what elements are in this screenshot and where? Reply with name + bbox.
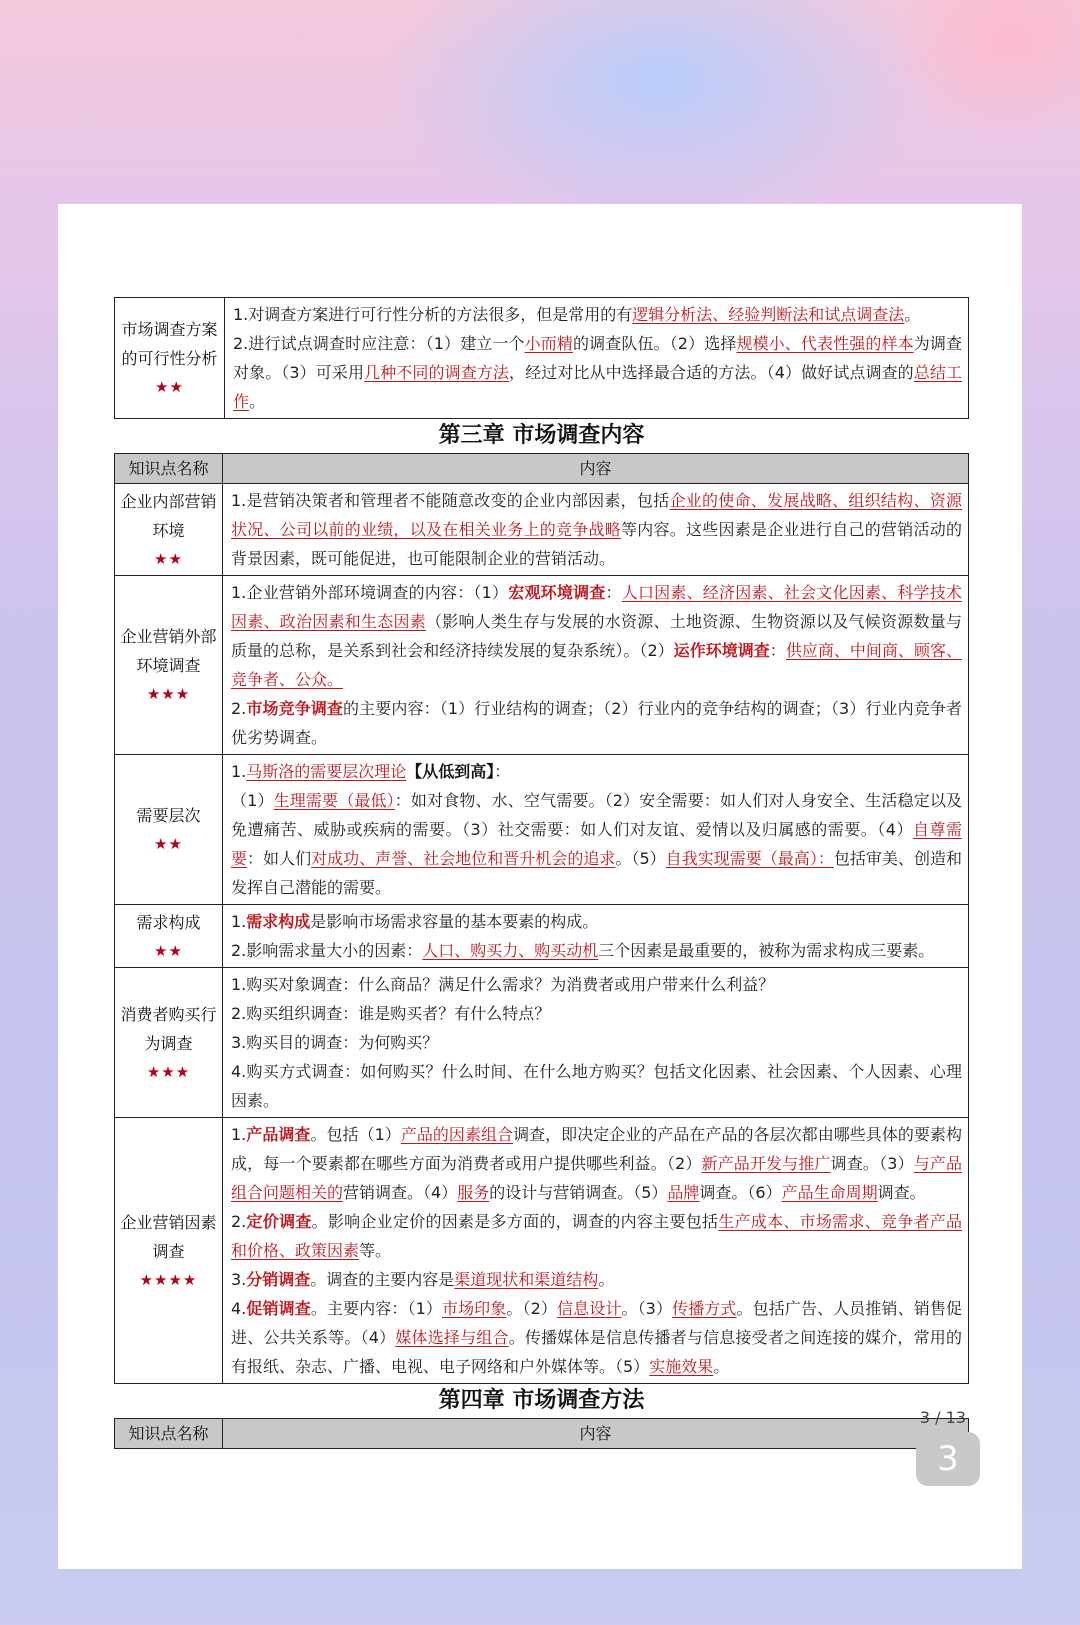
knowledge-point-name — [115, 968, 223, 1118]
table-row — [115, 576, 969, 755]
page-indicator: 3 / 13 — [919, 1408, 966, 1427]
content-text: 。包括广告、人员推销、销售促进、公共关系等。（4） — [231, 1299, 962, 1347]
chapter-title: 第三章 市场调查内容 — [438, 423, 645, 448]
content-text: 为调查对象。（3）可采用 — [233, 334, 962, 382]
table-feasibility — [114, 297, 969, 419]
content-text: 2.影响需求量大小的因素： — [231, 941, 423, 960]
table-row — [115, 1118, 969, 1384]
knowledge-point-content — [223, 576, 969, 755]
content-text: 。传播媒体是信息传播者与信息接受者之间连接的媒介，常用的有报纸、杂志、广播、电视、电子网络和户外媒体等。（5） — [231, 1328, 962, 1376]
content-text: 。（3） — [621, 1299, 673, 1318]
highlight-text: 需求构成 — [246, 912, 311, 931]
content-text: 。 — [249, 392, 266, 411]
chapter-title: 第四章 市场调查方法 — [438, 1388, 645, 1413]
highlight-text: 总结工作 — [233, 363, 962, 411]
content-text: 。（5） — [615, 849, 666, 868]
knowledge-point-label: 需要层次 — [136, 806, 201, 825]
content-text: ： — [769, 641, 786, 660]
highlight-text: 品牌 — [667, 1183, 700, 1202]
knowledge-point-label: 企业营销外部环境调查 — [120, 627, 217, 675]
content-text: 。（2） — [506, 1299, 558, 1318]
content-text: 2.购买组织调查：谁是购买者？有什么特点？ — [231, 1004, 551, 1023]
content-text: 。调查的主要内容是 — [310, 1270, 455, 1289]
knowledge-point-content — [225, 298, 969, 419]
content-text: ： — [494, 762, 511, 781]
highlight-text: 自我实现需要（最高）： — [665, 849, 834, 868]
knowledge-point-name — [115, 755, 223, 905]
highlight-text: 定价调查 — [246, 1212, 312, 1231]
table-chapter4 — [114, 1418, 969, 1449]
highlight-text: 运作环境调查 — [673, 641, 770, 660]
knowledge-point-label: 企业营销因素调查 — [120, 1212, 217, 1261]
highlight-text: 市场竞争调查 — [246, 699, 344, 718]
content-text: 调查。 — [877, 1183, 926, 1202]
table-header-row — [115, 454, 969, 484]
star-rating: ★★★ — [146, 685, 191, 703]
star-rating: ★★ — [154, 941, 183, 960]
content-text: 2. — [231, 699, 247, 718]
star-rating: ★★★★ — [139, 1270, 198, 1289]
knowledge-point-name — [115, 484, 223, 576]
highlight-text: 渠道现状和渠道结构 — [454, 1270, 599, 1289]
content-text: 1. — [231, 912, 247, 931]
highlight-text: 生理需要（最低） — [273, 791, 395, 810]
knowledge-point-content — [223, 968, 969, 1118]
content-text: 包括审美、创造和发挥自己潜能的需要。 — [231, 849, 962, 897]
content-text: 等内容。这些因素是企业进行自己的营销活动的背景因素，既可能促进，也可能限制企业的营销活动。 — [231, 520, 962, 568]
content-text: 1. — [231, 1125, 247, 1144]
knowledge-point-label: 需求构成 — [136, 912, 201, 932]
content-text: 。 — [598, 1270, 615, 1289]
star-rating: ★★ — [154, 835, 183, 853]
highlight-text: 产品调查 — [246, 1125, 311, 1144]
content-text: 的调查队伍。（2）选择 — [573, 334, 737, 353]
knowledge-point-content — [223, 755, 969, 905]
table-chapter3 — [114, 453, 969, 1384]
content-text: 调查。（3） — [830, 1154, 914, 1173]
content-text: （1） — [231, 791, 274, 810]
highlight-text: 对成功、声誉、社会地位和晋升机会的追求 — [311, 849, 616, 868]
column-header-name: 知识点名称 — [115, 454, 223, 484]
table-row — [115, 298, 969, 419]
content-text: 1.购买对象调查：什么商品？满足什么需求？为消费者或用户带来什么利益？ — [231, 975, 775, 994]
knowledge-point-label: 消费者购买行为调查 — [120, 1004, 217, 1053]
content-text: 的主要内容：（1）行业结构的调查；（2）行业内的竞争结构的调查；（3）行业内竞争者优劣势调查。 — [231, 699, 962, 747]
star-rating: ★★ — [154, 549, 183, 568]
highlight-text: 逻辑分析法、经验判断法和试点调查法 — [632, 305, 905, 324]
highlight-text: 小而精 — [524, 334, 573, 353]
document-content — [114, 297, 969, 1449]
content-text: 1.是营销决策者和管理者不能随意改变的企业内部因素，包括 — [231, 491, 670, 510]
table-header-row — [115, 1419, 969, 1449]
highlight-text: 【从低到高】 — [406, 762, 495, 781]
column-header-name: 知识点名称 — [115, 1419, 223, 1449]
page-number-badge: 3 — [916, 1432, 980, 1486]
content-text: 的设计与营销调查。（5） — [489, 1183, 668, 1202]
content-text: 。包括（1） — [310, 1125, 401, 1144]
content-text: （影响人类生存与发展的水资源、土地资源、生物资源以及气候资源数量与质量的总称，是关系到社会和经济持续发展的复杂系统）。（2） — [231, 612, 962, 660]
content-text: 三个因素是最重要的，被称为需求构成三要素。 — [598, 941, 935, 960]
content-text: 调查。（6） — [699, 1183, 782, 1202]
knowledge-point-label: 市场调查方案的可行性分析 — [121, 320, 218, 368]
highlight-text: 产品的因素组合 — [400, 1125, 514, 1144]
content-text: 等。 — [359, 1241, 392, 1260]
highlight-text: 传播方式 — [672, 1299, 737, 1318]
highlight-text: 新产品开发与推广 — [701, 1154, 831, 1173]
highlight-text: 市场印象 — [441, 1299, 507, 1318]
content-text: 营销调查。（4） — [343, 1183, 458, 1202]
knowledge-point-name — [115, 1118, 223, 1384]
table-row — [115, 484, 969, 576]
knowledge-point-content — [223, 484, 969, 576]
highlight-text: 生产成本、市场需求、竞争者产品和价格、政策因素 — [231, 1212, 962, 1260]
content-text: ，经过对比从中选择最合适的方法。（4）做好试点调查的 — [509, 363, 914, 382]
highlight-text: 马斯洛的需要层次理论 — [246, 762, 407, 781]
highlight-text: 产品生命周期 — [781, 1183, 878, 1202]
highlight-text: 自尊需要 — [231, 820, 962, 868]
knowledge-point-name — [115, 576, 223, 755]
highlight-text: 服务 — [457, 1183, 490, 1202]
content-text: 1.对调查方案进行可行性分析的方法很多，但是常用的有 — [233, 305, 633, 324]
content-text: 3. — [231, 1270, 247, 1289]
content-text: 。影响企业定价的因素是多方面的，调查的内容主要包括 — [311, 1212, 719, 1231]
content-text: 3.购买目的调查：为何购买？ — [231, 1033, 439, 1052]
content-text: 2. — [231, 1212, 247, 1231]
highlight-text: 宏观环境调查 — [508, 583, 606, 602]
content-text: 1. — [231, 762, 247, 781]
knowledge-point-content — [223, 1118, 969, 1384]
highlight-text: 促销调查 — [246, 1299, 311, 1318]
content-text: 1.企业营销外部环境调查的内容：（1） — [231, 583, 509, 602]
content-text: 4.购买方式调查：如何购买？什么时间、在什么地方购买？包括文化因素、社会因素、个人因素、心理因素。 — [231, 1062, 962, 1110]
highlight-text: 企业的使命、发展战略、组织结构、资源状况、公司以前的业绩，以及在相关业务上的竞争战略 — [231, 491, 962, 539]
table-row — [115, 755, 969, 905]
highlight-text: 信息设计 — [557, 1299, 622, 1318]
highlight-text: 媒体选择与组合 — [395, 1328, 509, 1347]
content-text: ：如对食物、水、空气需要。（2）安全需要：如人们对人身安全、生活稳定以及免遭痛苦、威胁或疾病的需要。（3）社交需要：如人们对友谊、爱情以及归属感的需要。（4） — [231, 791, 962, 839]
content-text: 是影响市场需求容量的基本要素的构成。 — [310, 912, 599, 931]
highlight-text: 实施效果 — [649, 1357, 714, 1376]
highlight-text: 供应商、中间商、顾客、竞争者、公众。 — [231, 641, 962, 689]
content-text: 4. — [231, 1299, 247, 1318]
highlight-text: 人口因素、经济因素、社会文化因素、科学技术因素、政治因素和生态因素 — [231, 583, 962, 631]
content-text: 。 — [713, 1357, 730, 1376]
content-text: 。主要内容：（1） — [310, 1299, 442, 1318]
star-rating: ★★★ — [146, 1062, 191, 1081]
content-text: ： — [605, 583, 622, 602]
highlight-text: 人口、购买力、购买动机 — [422, 941, 599, 960]
content-text: 。 — [904, 305, 921, 324]
highlight-text: 分销调查 — [246, 1270, 311, 1289]
highlight-text: 与产品组合问题相关的 — [231, 1154, 962, 1202]
knowledge-point-label: 企业内部营销环境 — [120, 491, 217, 540]
document-page — [58, 204, 1022, 1569]
column-header-content: 内容 — [223, 1419, 969, 1449]
knowledge-point-name — [115, 298, 225, 419]
knowledge-point-name — [115, 905, 223, 968]
knowledge-point-content — [223, 905, 969, 968]
column-header-content: 内容 — [223, 454, 969, 484]
content-text: 调查，即决定企业的产品在产品的各层次都由哪些具体的要素构成，每一个要素都在哪些方面为消费者或用户提供哪些利益。（2） — [231, 1125, 962, 1173]
content-text: ：如人们 — [247, 849, 312, 868]
table-row — [115, 968, 969, 1118]
highlight-text: 几种不同的调查方法 — [364, 363, 509, 382]
table-row — [115, 905, 969, 968]
content-text: 2.进行试点调查时应注意：（1）建立一个 — [233, 334, 525, 353]
highlight-text: 规模小、代表性强的样本 — [736, 334, 914, 353]
star-rating: ★★ — [155, 378, 184, 396]
